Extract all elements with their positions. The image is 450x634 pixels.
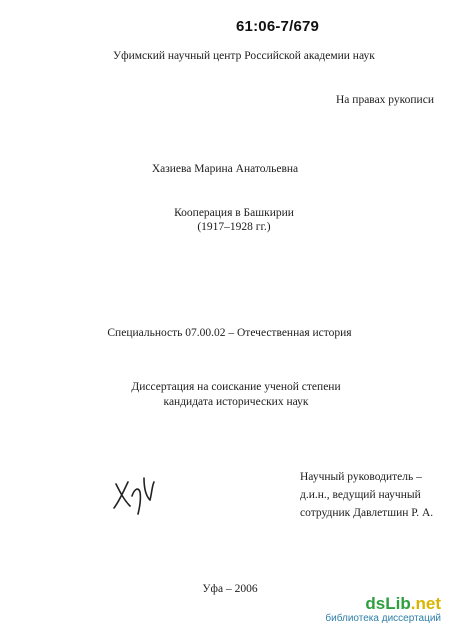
dslib-watermark[interactable] [325, 594, 445, 630]
institution-name: Уфимский научный центр Российской академии наук [113, 50, 375, 62]
dslib-logo [365, 594, 441, 614]
dslib-logo-tld: .net [410, 594, 441, 613]
degree-line-1: Диссертация на соискание ученой степени [131, 381, 341, 393]
rights-note: На правах рукописи [336, 94, 434, 106]
dslib-logo-main: dsLib [365, 594, 411, 613]
supervisor-line-1: Научный руководитель – [300, 471, 422, 483]
supervisor-line-3: сотрудник Давлетшин Р. А. [300, 507, 434, 519]
dissertation-title: Кооперация в Башкирии [174, 207, 294, 219]
dissertation-title-years: (1917–1928 гг.) [197, 221, 271, 233]
handwritten-signature [110, 470, 158, 518]
author-name: Хазиева Марина Анатольевна [151, 163, 299, 175]
supervisor-line-2: д.и.н., ведущий научный [300, 489, 421, 501]
degree-line-2: кандидата исторических наук [163, 396, 309, 408]
place-and-year: Уфа – 2006 [202, 583, 258, 595]
archive-stamp: 61:06-7/679 [236, 18, 320, 35]
dslib-subtitle: библиотека диссертаций [325, 613, 441, 624]
specialty-line: Специальность 07.00.02 – Отечественная история [107, 327, 352, 339]
